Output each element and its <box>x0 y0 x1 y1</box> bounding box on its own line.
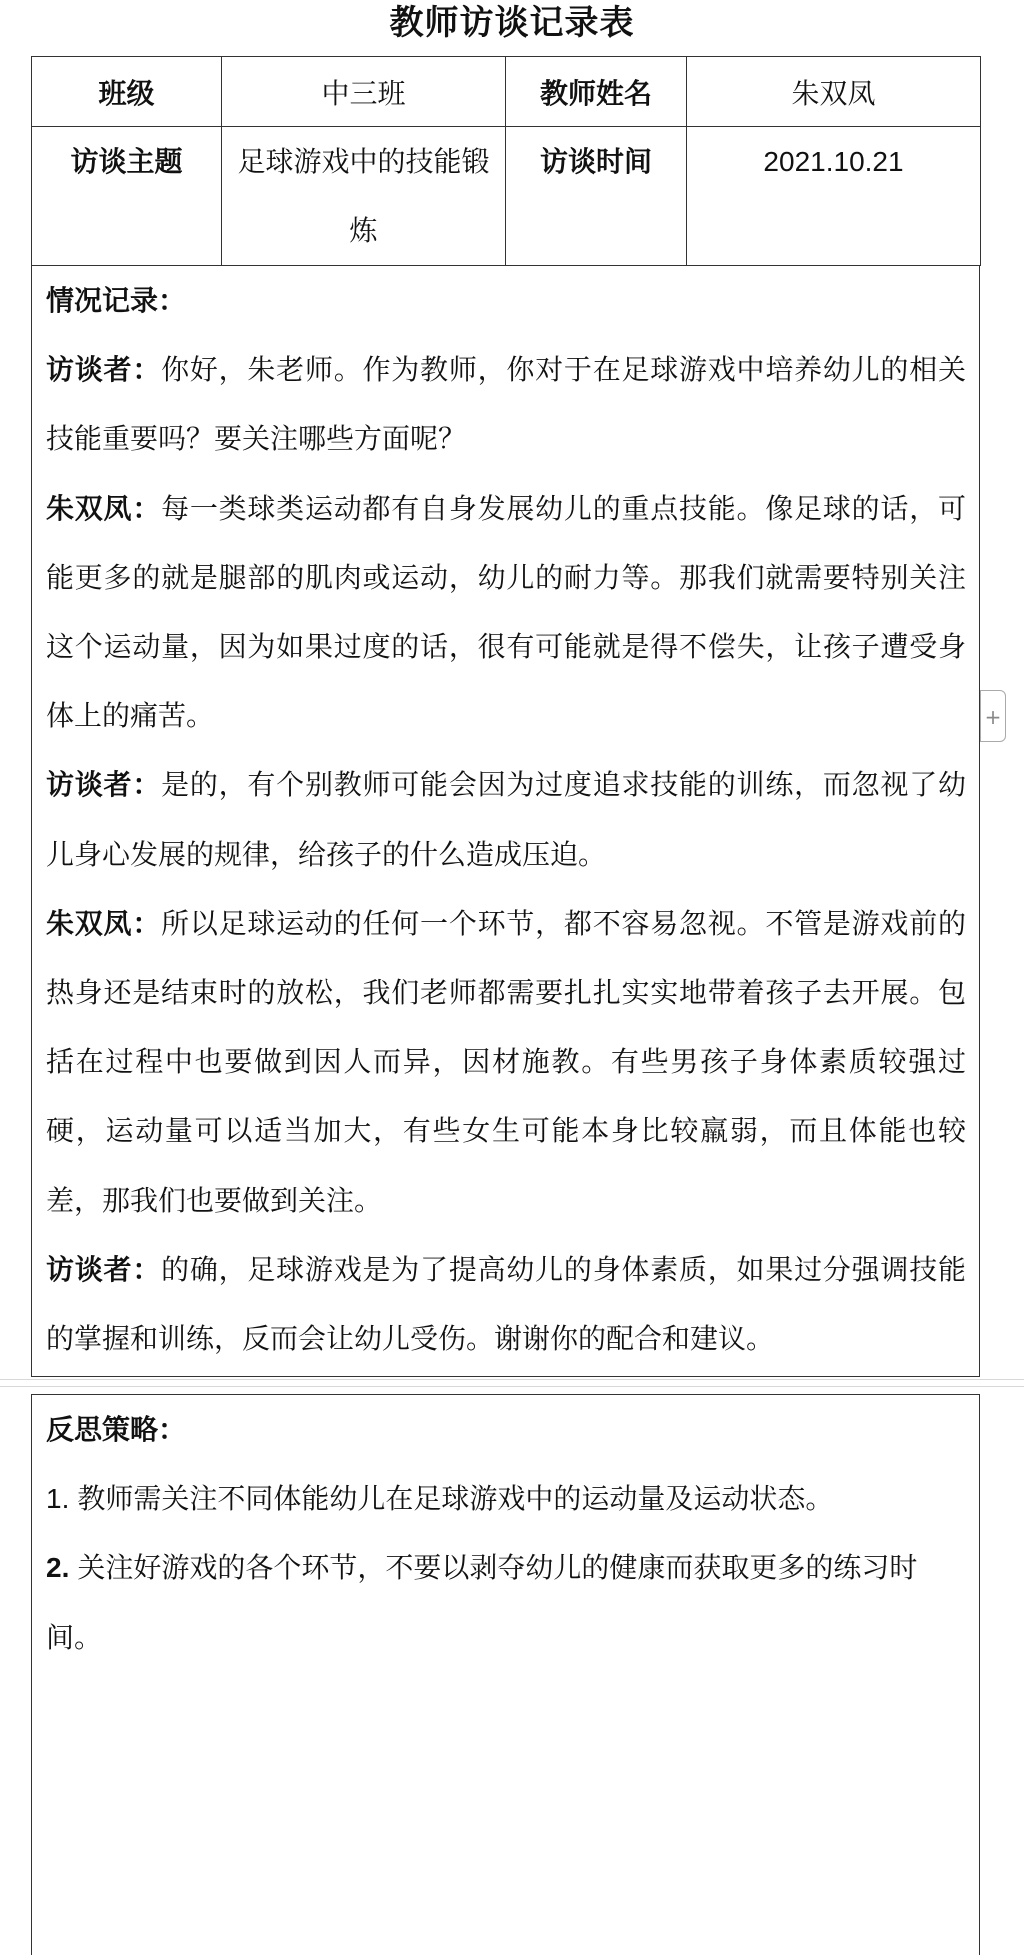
speaker-label: 朱双凤： <box>46 906 162 940</box>
reflection-heading: 反思策略： <box>46 1413 187 1446</box>
entry-text: 每一类球类运动都有自身发展幼儿的重点技能。像足球的话，可能更多的就是腿部的肌肉或运动，幼儿的耐力等。那我们就需要特别关注这个运动量，因为如果过度的话，很有可能就是得不偿失，让孩子遭受身体上的痛苦。 <box>46 491 966 733</box>
speaker-label: 访谈者： <box>46 1252 162 1286</box>
record-entry <box>46 474 966 751</box>
record-entry <box>46 1235 966 1373</box>
document-title: 教师访谈记录表 <box>389 3 635 43</box>
add-row-button[interactable]: + <box>980 690 1006 742</box>
reflection-item <box>46 1464 966 1533</box>
speaker-label: 朱双凤： <box>46 491 162 525</box>
record-text <box>46 266 966 1373</box>
entry-text: 你好，朱老师。作为教师，你对于在足球游戏中培养幼儿的相关技能重要吗？要关注哪些方面呢？ <box>46 353 966 456</box>
topic-value: 足球游戏中的技能锻炼 <box>222 127 506 266</box>
record-heading: 情况记录： <box>46 284 187 317</box>
date-value: 2021.10.21 <box>687 127 981 266</box>
reflection-item-number: 1. <box>46 1483 70 1515</box>
page-break-line <box>0 1386 1024 1387</box>
speaker-label: 访谈者： <box>46 353 162 387</box>
entry-text: 的确，足球游戏是为了提高幼儿的身体素质，如果过分强调技能的掌握和训练，反而会让幼儿受伤。谢谢你的配合和建议。 <box>46 1252 966 1356</box>
date-label: 访谈时间 <box>506 127 687 266</box>
page-break-line <box>0 1379 1024 1380</box>
record-entry <box>46 335 966 473</box>
teacher-name-label: 教师姓名 <box>506 57 687 127</box>
record-entry <box>46 889 966 1235</box>
reflection-item-text: 教师需关注不同体能幼儿在足球游戏中的运动量及运动状态。 <box>77 1482 834 1516</box>
class-label: 班级 <box>32 57 222 127</box>
record-section <box>31 266 980 1377</box>
entry-text: 所以足球运动的任何一个环节，都不容易忽视。不管是游戏前的热身还是结束时的放松，我们老师都需要扎扎实实地带着孩子去开展。包括在过程中也要做到因人而异，因材施教。有些男孩子身体素质较强过硬，运动量可以适当加大，有些女生可能本身比较羸弱，而且体能也较差，那我们也要做到关注。 <box>46 906 966 1217</box>
reflection-item-text: 关注好游戏的各个环节，不要以剥夺幼儿的健康而获取更多的练习时间。 <box>46 1551 918 1654</box>
speaker-label: 访谈者： <box>46 768 162 802</box>
reflection-section <box>31 1394 980 1955</box>
reflection-item-number: 2. <box>46 1552 70 1584</box>
header-row-topic <box>32 127 981 266</box>
teacher-name-value: 朱双凤 <box>687 57 981 127</box>
reflection-text <box>46 1395 966 1672</box>
reflection-item <box>46 1533 966 1671</box>
header-row-class <box>32 57 981 127</box>
class-value: 中三班 <box>222 57 506 127</box>
record-entry <box>46 750 966 888</box>
topic-label: 访谈主题 <box>32 127 222 266</box>
entry-text: 是的，有个别教师可能会因为过度追求技能的训练，而忽视了幼儿身心发展的规律，给孩子的什么造成压迫。 <box>46 768 966 871</box>
header-table <box>31 56 981 266</box>
